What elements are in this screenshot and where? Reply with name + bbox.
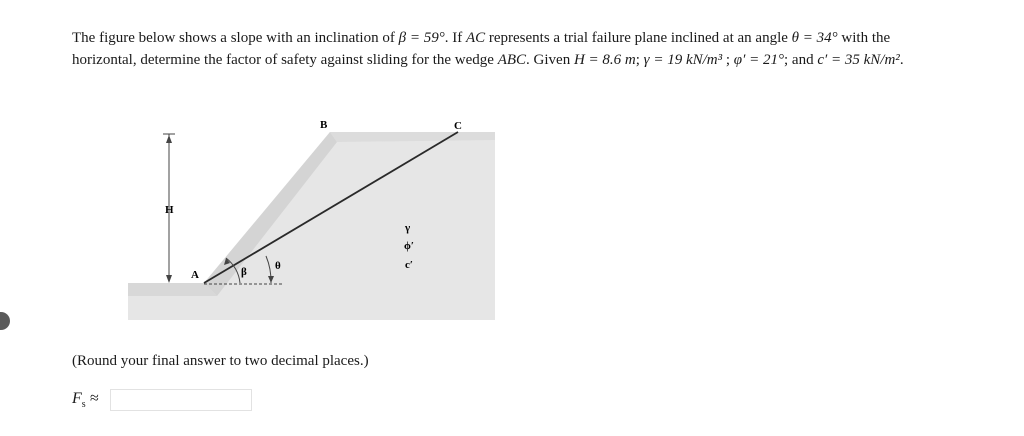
label-gamma: γ [405,222,411,234]
answer-label [72,390,110,410]
slope-figure [125,118,497,323]
problem-text-3: represents a trial failure plane inclined at an angle [485,30,792,46]
factor-of-safety-input[interactable] [110,389,252,411]
slope-diagram [125,118,497,323]
problem-text-8: ; and [784,52,818,68]
label-phi: ϕ′ [404,240,414,252]
theta-value: θ = 34° [791,30,838,46]
label-beta: β [241,266,247,278]
label-c: C [454,120,462,132]
problem-text-2: . If [444,30,466,46]
answer-label-f: F [72,389,82,407]
approx-symbol: ≈ [89,389,99,407]
answer-row [72,389,252,411]
problem-text-6: ; [635,52,644,68]
label-h: H [165,204,174,216]
wedge-label: ABC [497,52,527,68]
side-indicator-dot [0,312,10,330]
problem-text-1: The figure below shows a slope with an inclination of [72,30,399,46]
beta-value: β = 59° [398,30,445,46]
label-theta: θ [275,260,281,272]
problem-text-9: . [899,52,904,68]
height-value: H = 8.6 m [573,52,636,68]
label-b: B [320,119,328,131]
label-c-prime: c′ [405,259,413,271]
problem-text-7: ; [722,52,734,68]
label-a: A [191,269,199,281]
cohesion-value: c′ = 35 kN/m² [817,52,900,68]
friction-angle-value: φ′ = 21° [733,52,784,68]
problem-statement [72,27,952,71]
height-arrow-top [166,135,172,143]
unit-weight-value: γ = 19 kN/m³ [643,52,723,68]
toe-ledge [128,283,217,296]
problem-text-4: with the horizontal, determine the factor of safety against sliding for the wedge [72,30,891,68]
problem-text-5: . Given [526,52,574,68]
height-arrow-bottom [166,275,172,283]
answer-label-sub: s [81,399,86,411]
ac-label: AC [465,30,486,46]
rounding-instruction: (Round your final answer to two decimal places.) [72,353,369,369]
